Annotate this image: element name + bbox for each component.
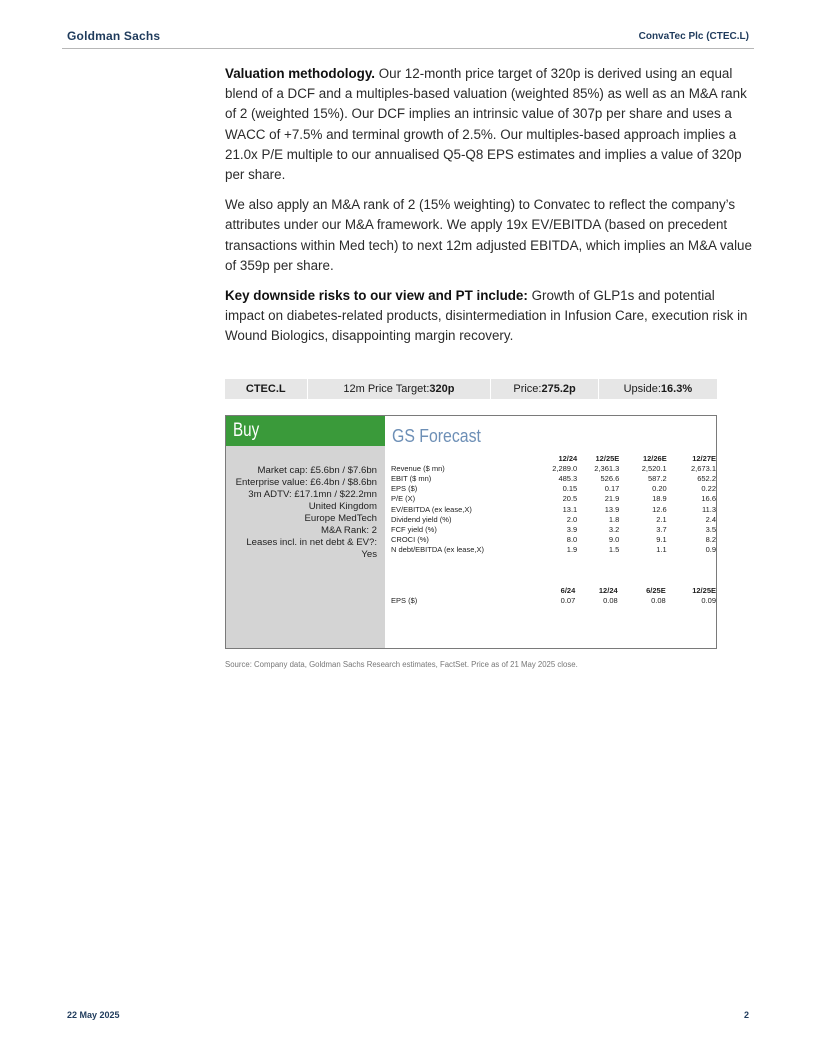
- table-cell: 587.2: [647, 473, 667, 483]
- table-cell: 1.1: [656, 545, 667, 555]
- price-target-value: 320p: [429, 383, 455, 395]
- forecast-title-text: GS Forecast: [392, 426, 481, 446]
- table-cell: 20.5: [562, 494, 578, 504]
- table-cell: 9.0: [608, 535, 620, 545]
- row-label: CROCI (%): [391, 535, 429, 545]
- company-info-item: M&A Rank: 2: [321, 525, 377, 536]
- column-header: 12/25E: [595, 453, 620, 463]
- table-cell: 526.6: [600, 473, 620, 483]
- column-header: 6/25E: [646, 585, 666, 595]
- table-cell: 0.9: [705, 545, 716, 555]
- upside-value: 16.3%: [660, 383, 693, 395]
- table-cell: 1.5: [608, 545, 620, 555]
- company-info-list: [236, 465, 377, 561]
- table-cell: 3.9: [566, 524, 578, 534]
- paragraph-text: Growth of GLP1s and potential impact on diabetes-related products, disintermediation in Infusion Care, execution risk in Wound Biologics, disappointing margin recovery.: [225, 288, 748, 344]
- table-row: [391, 504, 716, 514]
- table-cell: 13.9: [604, 504, 620, 514]
- price-target-label: 12m Price Target:: [343, 383, 430, 395]
- semiannual-forecast-table: [391, 585, 716, 605]
- header-company: ConvaTec Plc (CTEC.L): [638, 31, 749, 42]
- table-cell: 11.3: [701, 504, 716, 514]
- company-info-item: 3m ADTV: £17.1mn / $22.2mn: [248, 489, 377, 500]
- company-info-item: United Kingdom: [308, 501, 377, 512]
- table-cell: 8.2: [705, 535, 716, 545]
- column-header: 12/24: [598, 585, 618, 595]
- column-header: 12/26E: [642, 453, 667, 463]
- table-row: [391, 494, 716, 504]
- price-value: 275.2p: [541, 383, 576, 395]
- row-label: Revenue ($ mn): [391, 463, 445, 473]
- table-row: [391, 535, 716, 545]
- table-cell: 21.9: [604, 494, 620, 504]
- paragraph-ma: [225, 195, 753, 276]
- table-cell: 1.9: [566, 545, 578, 555]
- table-cell: 2,361.3: [594, 463, 620, 473]
- table-cell: 18.9: [652, 494, 667, 504]
- paragraph-lead: Key downside risks to our view and PT include:: [225, 288, 528, 304]
- table-cell: 9.1: [656, 535, 667, 545]
- rating-badge: [226, 416, 385, 446]
- company-info-panel: [226, 416, 385, 648]
- table-row: [391, 473, 716, 483]
- table-corner: [391, 585, 533, 595]
- row-label: EPS ($): [391, 595, 418, 605]
- table-cell: 0.20: [652, 484, 667, 494]
- row-label: EV/EBITDA (ex lease,X): [391, 504, 472, 514]
- company-info-item: Yes: [361, 549, 377, 560]
- table-cell: 0.07: [560, 595, 576, 605]
- table-row: [391, 514, 716, 524]
- column-header: 12/24: [558, 453, 578, 463]
- table-cell: 0.17: [604, 484, 620, 494]
- table-cell: 13.1: [562, 504, 578, 514]
- price-target: [308, 379, 492, 399]
- page-number: 2: [743, 1010, 749, 1020]
- company-info-item: Europe MedTech: [304, 513, 377, 524]
- column-header: 6/24: [560, 585, 576, 595]
- summary-panel: [225, 415, 717, 649]
- header-rule: [62, 48, 754, 49]
- table-cell: 2.4: [705, 514, 716, 524]
- row-label: P/E (X): [391, 494, 416, 504]
- paragraph-risks: [225, 286, 753, 347]
- table-row: [391, 524, 716, 534]
- table-cell: 3.7: [656, 524, 667, 534]
- current-price: [491, 379, 598, 399]
- price-label: Price:: [513, 383, 542, 395]
- table-cell: 0.08: [651, 595, 666, 605]
- paragraph-valuation: [225, 64, 753, 185]
- table-cell: 12.6: [652, 504, 667, 514]
- table-cell: 2.1: [656, 514, 667, 524]
- company-info-item: Leases incl. in net debt & EV?:: [246, 537, 377, 548]
- table-row: [391, 484, 716, 494]
- company-info-item: Market cap: £5.6bn / $7.6bn: [257, 465, 377, 476]
- source-note: Source: Company data, Goldman Sachs Research estimates, FactSet. Price as of 21 May 2025 close.: [225, 660, 578, 669]
- table-header-row: [391, 585, 716, 595]
- column-header: 12/27E: [692, 453, 716, 463]
- price-target-bar: [225, 379, 717, 399]
- table-cell: 16.6: [701, 494, 716, 504]
- table-header-row: [391, 453, 716, 463]
- table-cell: 8.0: [566, 535, 578, 545]
- body-text: [225, 64, 753, 357]
- footer-date: 22 May 2025: [67, 1010, 120, 1020]
- row-label: N debt/EBITDA (ex lease,X): [391, 545, 484, 555]
- table-corner: [391, 453, 535, 463]
- ticker: CTEC.L: [225, 379, 308, 399]
- table-row: [391, 595, 716, 605]
- row-label: EBIT ($ mn): [391, 473, 432, 483]
- table-row: [391, 545, 716, 555]
- table-cell: 3.2: [608, 524, 620, 534]
- table-cell: 3.5: [705, 524, 716, 534]
- paragraph-lead: Valuation methodology.: [225, 66, 376, 81]
- table-cell: 0.09: [701, 595, 716, 605]
- forecast-title: [392, 426, 493, 447]
- table-cell: 1.8: [608, 514, 620, 524]
- row-label: FCF yield (%): [391, 524, 437, 534]
- row-label: Dividend yield (%): [391, 514, 452, 524]
- header-brand: Goldman Sachs: [67, 29, 161, 43]
- upside: [599, 379, 717, 399]
- table-cell: 0.22: [701, 484, 716, 494]
- table-cell: 2,520.1: [641, 463, 667, 473]
- paragraph-text: We also apply an M&A rank of 2 (15% weighting) to Convatec to reflect the company’s attributes under our M&A framework. We apply 19x EV/EBITDA (based on precedent transactions within Med tech) to next 12m adjusted EBITDA, which implies an M&A value of 359p per share.: [225, 197, 752, 273]
- row-label: EPS ($): [391, 484, 418, 494]
- paragraph-text: Our 12-month price target of 320p is derived using an equal blend of a DCF and a multiples-based valuation (weighted 85%) as well as an M&A rank of 2 (weighted 15%). Our DCF implies an intrinsic value of 307p per share and uses a WACC of +7.5% and terminal growth of 2.5%. Our multiples-based approach implies a 21.0x P/E multiple to our annualised Q5-Q8 EPS estimates and implies a value of 320p per share.: [225, 66, 747, 183]
- rating-label: Buy: [233, 420, 260, 441]
- company-info-item: Enterprise value: £6.4bn / $8.6bn: [235, 477, 377, 488]
- table-row: [391, 463, 716, 473]
- table-cell: 0.08: [603, 595, 618, 605]
- upside-label: Upside:: [623, 383, 661, 395]
- table-cell: 652.2: [697, 473, 716, 483]
- annual-forecast-table: [391, 453, 716, 555]
- table-cell: 0.15: [562, 484, 578, 494]
- table-cell: 485.3: [558, 473, 578, 483]
- column-header: 12/25E: [692, 585, 716, 595]
- table-cell: 2,673.1: [690, 463, 716, 473]
- table-cell: 2.0: [566, 514, 578, 524]
- table-cell: 2,289.0: [552, 463, 578, 473]
